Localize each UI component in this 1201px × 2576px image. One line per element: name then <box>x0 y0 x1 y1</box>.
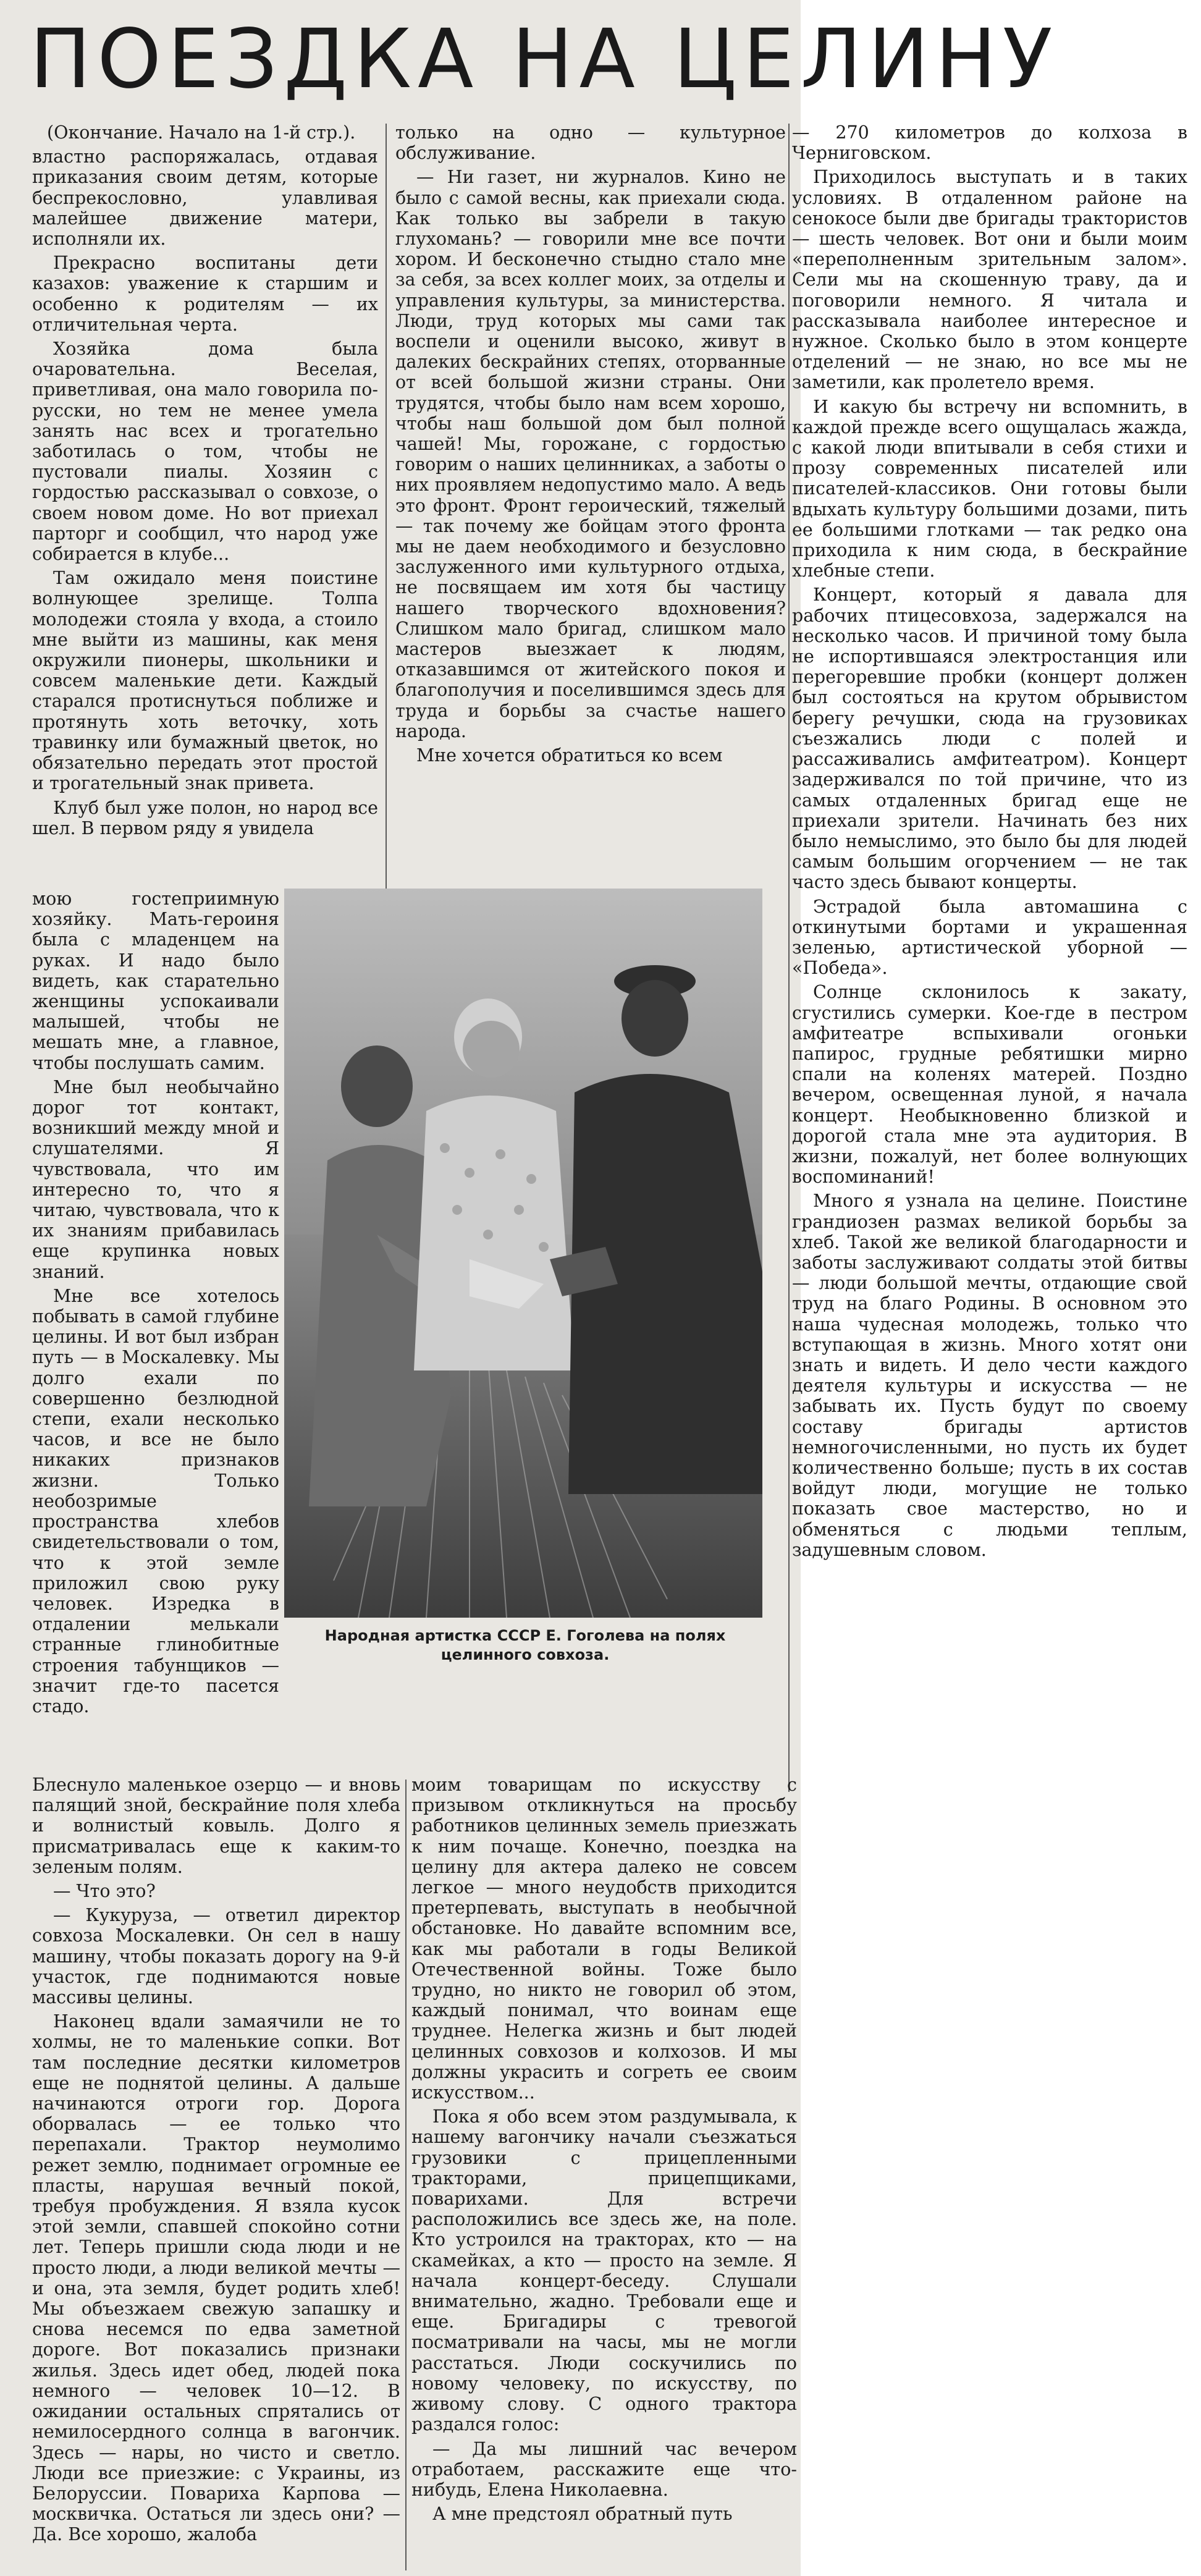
paragraph: Мне был необычайно дорог тот контакт, возникший между мной и слушателями. Я чувствовала, что им интересно то, что я читаю, чувствовала, что к их знаниям прибавилась еще крупинка новых знаний. <box>32 1076 279 1282</box>
headline: ПОЕЗДКА НА ЦЕЛИНУ <box>30 12 1059 107</box>
paragraph: властно распоряжалась, отдавая приказания своим детям, которые беспрекословно, улавливая малейшее движение матери, исполняли их. <box>32 146 378 250</box>
photo-gogoleva-in-field <box>284 889 762 1618</box>
article-column-2 <box>395 122 786 892</box>
article-column-3 <box>792 122 1187 1778</box>
paragraph: мою гостеприимную хозяйку. Мать-героиня была с младенцем на руках. И надо было видеть, как старательно женщины успокаивали малышей, чтобы не мешать мне, а главное, чтобы послушать самим. <box>32 889 279 1073</box>
paragraph: моим товарищам по искусству с призывом откликнуться на просьбу работников целинных земель приезжать к ним почаще. Конечно, поездка на целину для актера далеко не совсем легкое — много неудобств приходится претерпевать, выступать в необычной обстановке. Но давайте вспомним все, как мы работали в годы Великой Отечественной войны. Тоже было трудно, но никто не говорил об этом, каждый понимал, что воинам еще труднее. Нелегка жизнь и быт людей целинных совхозов и колхозов. И мы должны украсить и согреть ее своим искусством... <box>411 1775 797 2103</box>
photo-caption: Народная артистка СССР Е. Гоголева на полях целинного совхоза. <box>324 1627 726 1663</box>
paragraph: — 270 километров до колхоза в Черниговском. <box>792 122 1187 164</box>
paragraph: Блеснуло маленькое озерцо — и вновь палящий зной, бескрайние поля хлеба и волнистый ковыль. Долго я присматривалась еще к каким-то зеленым полям. <box>32 1775 400 1877</box>
article-column-2-lower <box>411 1775 797 2572</box>
column-rule <box>405 1780 407 2570</box>
paragraph: Там ожидало меня поистине волнующее зрелище. Толпа молодежи стояла у входа, а стоило мне выйти из машины, как меня окружили пионеры, школьники и совсем маленькие дети. Каждый старался протиснуться поближе и протянуть хоть веточку, хоть травинку или бумажный цветок, но обязательно передать этот простой и трогательный знак привета. <box>32 568 378 794</box>
paragraph: И какую бы встречу ни вспомнить, в каждой прежде всего ощущалась жажда, с какой люди впитывали в себя стихи и прозу современных писателей или писателей-классиков. Они готовы были вдыхать культуру большими дозами, пить ее большими глотками — так редко она приходила к ним сюда, в бескрайние хлебные степи. <box>792 396 1187 581</box>
paragraph: — Что это? <box>53 1881 156 1902</box>
paragraph: Наконец вдали замаячили не то холмы, не то маленькие сопки. Вот там последние десятки километров еще не поднятой целины. А дальше начинаются отроги гор. Дорога оборвалась — ее только что перепахали. Трактор неумолимо режет землю, поднимает огромные ее пласты, нарушая вечный покой, требуя пробуждения. Я взяла кусок этой земли, спавшей спокойно сотни лет. Теперь пришли сюда люди и не просто люди, а люди великой мечты — и она, эта земля, будет родить хлеб! Мы объезжаем свежую запашку и снова несемся по едва заметной дороге. Вот показались признаки жилья. Здесь идет обед, людей пока немного — человек 10—12. В ожидании остальных спрятались от немилосердного солнца в вагончик. Здесь — нары, но чисто и светло. Люди все приезжие: с Украины, из Белоруссии. Повариха Карпова — москвичка. Остаться ли здесь они? — Да. Все хорошо, жалоба <box>32 2011 400 2545</box>
article-column-1-narrow <box>32 889 279 1775</box>
paragraph: только на одно — культурное обслуживание. <box>395 122 786 164</box>
paragraph: А мне предстоял обратный путь <box>432 2504 733 2525</box>
paragraph: Мне хочется обратиться ко всем <box>416 745 723 766</box>
paragraph: Пока я обо всем этом раздумывала, к нашему вагончику начали съезжаться грузовики с прицепленными тракторами, прицепщиками, поварихами. Для встречи расположились все здесь же, на поле. Кто устроился на тракторах, кто — на скамейках, а кто — просто на земле. Я начала концерт-беседу. Слушали внимательно, жадно. Требовали еще и еще. Бригадиры с тревогой посматривали на часы, мы не могли расстаться. Люди соскучились по новому человеку, по искусству, по живому слову. С одного трактора раздался голос: <box>411 2106 797 2435</box>
paragraph: Солнце склонилось к закату, сгустились сумерки. Кое-где в пестром амфитеатре вспыхивали огоньки папирос, грудные ребятишки мирно спали на коленях матерей. Поздно вечером, освещенная луной, я начала концерт. Необыкновенно близкой и дорогой стала мне эта аудитория. В жизни, пожалуй, нет более волнующих воспоминаний! <box>792 982 1187 1188</box>
paragraph: Приходилось выступать и в таких условиях. В отдаленном районе на сенокосе были две бригады трактористов — шесть человек. Вот они и были моим «переполненным зрительным залом». Сели мы на скошенную траву, да и поговорили немного. Я читала и рассказывала наиболее интересное и нужное. Сколько было в этом концерте отделений — не знаю, но все мы не заметили, как пролетело время. <box>792 167 1187 393</box>
paragraph: Клуб был уже полон, но народ все шел. В первом ряду я увидела <box>32 797 378 838</box>
paragraph: — Кукуруза, — ответил директор совхоза Москалевки. Он сел в нашу машину, чтобы показать дорогу на 9-й участок, где поднимаются новые массивы целины. <box>32 1905 400 2008</box>
column-rule <box>386 124 387 890</box>
paragraph: Концерт, который я давала для рабочих птицесовхоза, задержался на несколько часов. И причиной тому была не испортившаяся электростанция или перегоревшие пробки (концерт должен был состояться на крутом обрывистом берегу речушки, сюда на грузовиках съезжались люди с полей и рассаживались амфитеатром). Концерт задерживался по той причине, что из самых отдаленных бригад еще не приехали зрители. Начинать без них было немыслимо, это было бы для людей самым большим огорчением — не так часто здесь бывают концерты. <box>792 585 1187 893</box>
article-column-1-lower <box>32 1775 400 2572</box>
paragraph: Эстрадой была автомашина с откинутыми бортами и украшенная зеленью, артистической уборной — «Победа». <box>792 896 1187 979</box>
continuation-note: (Окончание. Начало на 1-й стр.). <box>47 122 356 143</box>
column-rule <box>788 124 790 1792</box>
paragraph: Хозяйка дома была очаровательна. Веселая, приветливая, она мало говорила по-русски, но тем не менее умела занять нас всех и трогательно заботилась о том, чтобы не пустовали пиалы. Хозяин с гордостью рассказывал о совхозе, о своем новом доме. Но вот приехал парторг и сообщил, что народ уже собирается в клубе... <box>32 339 378 565</box>
paragraph: — Да мы лишний час вечером отработаем, расскажите еще что-нибудь, Елена Николаевна. <box>411 2438 797 2500</box>
paragraph: Мне все хотелось побывать в самой глубине целины. И вот был избран путь — в Москалевку. Мы долго ехали по совершенно безлюдной степи, ехали несколько часов, и все не было никаких признаков жизни. Только необозримые пространства хлебов свидетельствовали о том, что к этой земле приложил свою руку человек. Изредка в отдалении мелькали странные глинобитные строения табунщиков — значит где-то пасется стадо. <box>32 1285 279 1717</box>
paragraph: Прекрасно воспитаны дети казахов: уважение к старшим и особенно к родителям — их отличительная черта. <box>32 253 378 335</box>
paragraph: — Ни газет, ни журналов. Кино не было с самой весны, как приехали сюда. Как только вы забрели в такую глухомань? — говорили мне все почти хором. И бесконечно стыдно стало мне за себя, за всех коллег моих, за отделы и управления культуры, за министерства. Люди, труд которых мы сами так воспели и оценили высоко, живут в далеких бескрайних степях, оторванные от всей большой жизни страны. Они трудятся, чтобы было нам всем хорошо, чтобы наш большой дом был полной чашей! Мы, горожане, с гордостью говорим о наших целинниках, а заботы о них проявляем недопустимо мало. А ведь это фронт. Фронт героический, тяжелый — так почему же бойцам этого фронта мы не даем необходимого и безусловно заслуженного ими культурного отдыха, не посвящаем им хотя бы частицу нашего творческого вдохновения? Слишком мало бригад, слишком мало мастеров выезжает к людям, отказавшимся от житейского покоя и благополучия и поселившимся здесь для труда и борьбы за счастье нашего народа. <box>395 167 786 741</box>
article-column-1 <box>32 122 378 889</box>
paragraph: Много я узнала на целине. Поистине грандиозен размах великой борьбы за хлеб. Такой же великой благодарности и заботы заслуживают солдаты этой битвы — люди большой мечты, отдающие свой труд на благо Родины. В основном это наша чудесная молодежь, только что вступающая в жизнь. Много хотят они знать и видеть. И дело чести каждого деятеля культуры и искусства — не забывать их. Пусть будут по своему составу бригады артистов немногочисленными, но пусть их будет количественно больше; пусть в их состав войдут люди, могущие не только показать свое мастерство, но и обменяться с людьми теплым, задушевным словом. <box>792 1191 1187 1560</box>
